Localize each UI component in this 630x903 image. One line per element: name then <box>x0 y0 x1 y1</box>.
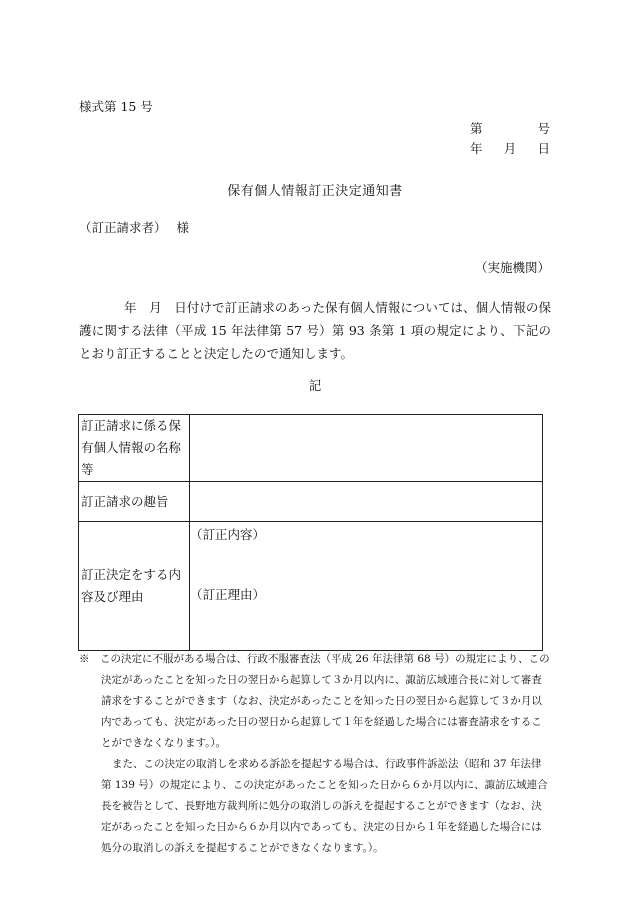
note-mark: ※ <box>79 653 90 665</box>
note-lawsuit: また、この決定の取消しを求める訴訟を提起する場合は、行政事件訴訟法（昭和 37 年法律第 139 号）の規定により、この決定があったことを知った日から６か月以内に、諏訪広域連合長を被告として、長野地方裁判所に処分の取消しの訴えを提起することができます（なお、決定があったことを知った日から６か月以内であっても、決定の日から１年を経過した場合には処分の取消しの訴えを提起することができなくなります。）。 <box>101 758 548 854</box>
issuing-agency: （実施機関） <box>474 260 550 275</box>
addressee <box>79 218 189 236</box>
row-label-decision-content: 訂正決定をする内容及び理由 <box>79 522 190 651</box>
document-number-prefix: 第 <box>470 121 483 136</box>
row-value-decision-content <box>190 522 543 651</box>
addressee-honorific: 様 <box>176 220 190 235</box>
date-month: 月 <box>503 141 517 156</box>
correction-content-label: （訂正内容） <box>190 527 266 542</box>
form-number: 様式第 15 号 <box>79 99 153 114</box>
decision-table <box>78 414 543 651</box>
notice-body: 年 月 日付けで訂正請求のあった保有個人情報については、個人情報の保護に関する法律（平成 15 年法律第 57 号）第 93 条第 1 項の規定により、下記のとおり訂正することと決定したので通知します。 <box>79 300 551 361</box>
row-value-info-name <box>190 415 543 482</box>
row-label-info-name: 訂正請求に係る保有個人情報の名称等 <box>79 415 190 482</box>
table-row <box>79 482 543 522</box>
date-year: 年 <box>470 141 483 156</box>
note-appeal-text: この決定に不服がある場合は、行政不服審査法（平成 26 年法律第 68 号）の規定により、この決定があったことを知った日の翌日から起算して３か月以内に、諏訪広域連合長に対して審査請求をすることができます（なお、決定があったことを知った日の翌日から起算して３か月以内であっても、決定があった日の翌日から起算して１年を経過した場合には審査請求をすることができなくなります。）。 <box>100 653 550 749</box>
row-label-request-purpose: 訂正請求の趣旨 <box>79 482 190 522</box>
note-appeal <box>79 649 551 754</box>
table-row <box>79 522 543 651</box>
ki-heading: 記 <box>308 378 322 393</box>
table-row <box>79 415 543 482</box>
row-value-request-purpose <box>190 482 543 522</box>
correction-reason-label: （訂正理由） <box>190 587 266 602</box>
document-number-line <box>470 119 550 137</box>
date-day: 日 <box>537 141 550 156</box>
date-line <box>470 139 550 157</box>
document-title: 保有個人情報訂正決定通知書 <box>227 184 403 199</box>
addressee-label: （訂正請求者） <box>79 220 167 235</box>
notes-section <box>79 649 551 859</box>
document-number-suffix: 号 <box>537 121 550 136</box>
